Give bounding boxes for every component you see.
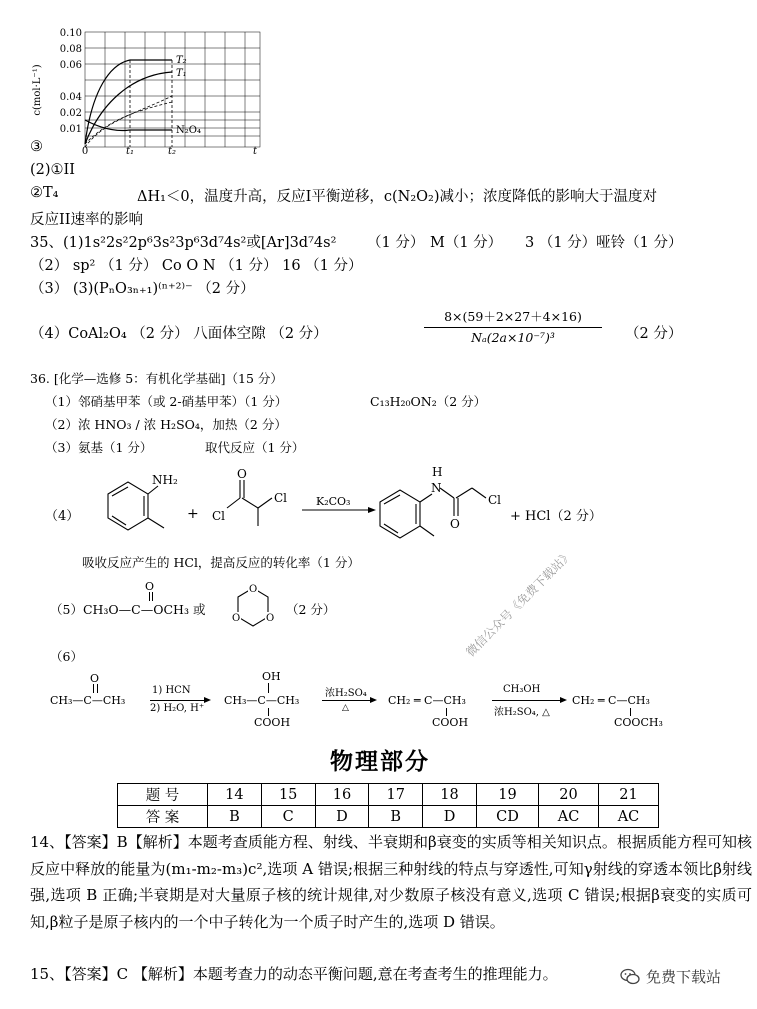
curve-N2O4: [85, 120, 172, 131]
acetone-bond: [93, 684, 98, 693]
q35-score-4: （2 分）: [625, 326, 683, 342]
q36-3b: 取代反应（1 分）: [205, 440, 305, 455]
bond: [268, 683, 269, 693]
table-cell: D: [423, 806, 477, 828]
table-cell: B: [369, 806, 423, 828]
acetone-o: O: [90, 672, 100, 685]
ytick: 0.04: [59, 92, 82, 103]
table-cell: D: [315, 806, 369, 828]
o-label: O: [450, 517, 460, 531]
item-T4: ②T₄: [30, 185, 59, 201]
table-cell: 16: [315, 784, 369, 806]
table-cell: 15: [261, 784, 315, 806]
arrow-3-bottom: 浓H₂SO₄, △: [494, 707, 550, 718]
table-cell: CD: [476, 806, 538, 828]
table-cell: 19: [476, 784, 538, 806]
xtick: t: [252, 146, 258, 155]
carbonyl-o: O: [145, 580, 155, 593]
wechat-icon: [620, 968, 640, 986]
curve-label: T₂: [176, 55, 187, 66]
bond: [446, 708, 447, 716]
reaction-4-scheme: [40, 462, 620, 552]
q36-6: （6）: [50, 649, 83, 664]
item-2-1: (2)①II: [30, 162, 75, 178]
curve-T1: [85, 72, 172, 144]
q35-score: （1 分）: [367, 235, 425, 251]
ytick: 0.01: [59, 124, 82, 135]
q35-line1: 35、(1)1s²2s²2p⁶3s²3p⁶3d⁷4s²或[Ar]3d⁷4s²: [30, 235, 337, 251]
table-cell: AC: [539, 806, 599, 828]
n-label: N: [431, 481, 442, 495]
methyl-methacrylate: CH₂ ═ C—CH₃: [572, 694, 650, 707]
ytick: 0.06: [59, 60, 82, 71]
xtick: t₁: [125, 146, 135, 155]
footer-logo-text: 免费下载站: [646, 968, 722, 986]
fraction-numerator: 8×(59＋2×27＋4×16): [424, 307, 602, 328]
cl-label: Cl: [274, 491, 288, 505]
table-row: [118, 806, 659, 828]
trioxane-ring: [228, 583, 278, 635]
xtick: 0: [81, 146, 89, 155]
table-cell: 17: [369, 784, 423, 806]
svg-text:O: O: [249, 584, 258, 595]
q35-m: M（1 分）: [430, 235, 503, 251]
density-fraction: [424, 307, 602, 345]
q35-3: 3 （1 分）哑铃（1 分）: [525, 235, 683, 251]
q36-3: （3）氨基（1 分）: [45, 440, 153, 455]
ytick: 0.10: [59, 28, 82, 39]
table-cell: 14: [208, 784, 262, 806]
table-cell: 21: [598, 784, 658, 806]
arrow-3-top: CH₃OH: [503, 684, 541, 695]
physics-title: 物理部分: [330, 749, 430, 775]
cooh-label: COOH: [254, 716, 291, 729]
arrow-2-top: 浓H₂SO₄: [325, 688, 367, 699]
bond: [268, 708, 269, 716]
table-cell: B: [208, 806, 262, 828]
q36-5: （5）CH₃O—C—OCH₃ 或: [50, 602, 206, 617]
item-T4-text-2: 反应II速率的影响: [30, 212, 143, 228]
cl-label: Cl: [488, 493, 502, 507]
carbonyl-bond: [152, 592, 153, 601]
oh-label: OH: [262, 670, 281, 683]
acetone: CH₃—C—CH₃: [50, 694, 126, 707]
table-cell: 20: [539, 784, 599, 806]
q15-explanation: 15、【答案】C 【解析】本题考查力的动态平衡问题,意在考查考生的推理能力。: [30, 965, 558, 983]
nh2-label: NH₂: [152, 473, 178, 487]
h-label: H: [432, 465, 443, 479]
o-label: O: [237, 467, 247, 481]
ytick: 0.08: [59, 44, 82, 55]
table-cell: 18: [423, 784, 477, 806]
cyanohydrin-acid: CH₃—C—CH₃: [224, 694, 300, 707]
q36-4-note: 吸收反应产生的 HCl，提高反应的转化率（1 分）: [82, 555, 360, 570]
q36-1: （1）邻硝基甲苯（或 2-硝基甲苯）（1 分）: [45, 394, 288, 409]
plus-sign: +: [187, 506, 199, 522]
item-T4-text: ΔH₁＜0，温度升高，反应I平衡逆移，c(N₂O₂)减小；浓度降低的影响大于温度对: [137, 189, 658, 205]
table-row: [118, 784, 659, 806]
curve-label: N₂O₄: [176, 125, 201, 136]
concentration-time-graph: [30, 20, 270, 155]
q36-5-score: （2 分）: [286, 602, 336, 617]
cooh-label: COOH: [432, 716, 469, 729]
svg-text:O: O: [266, 613, 275, 624]
arrow-1-top: 1) HCN: [152, 685, 191, 696]
k2co3-label: K₂CO₃: [316, 495, 351, 508]
arrow-1: [150, 700, 206, 701]
ytick: 0.02: [59, 108, 82, 119]
table-header-cell: 答 案: [118, 806, 208, 828]
graph-ylabel: c(mol·L⁻¹): [32, 64, 43, 116]
arrowhead: [560, 697, 567, 703]
table-cell: C: [261, 806, 315, 828]
curve-label: T₁: [176, 68, 187, 79]
svg-text:O: O: [232, 613, 241, 624]
cooch3-label: COOCH₃: [614, 716, 663, 729]
q14-explanation: 14、【答案】B【解析】本题考查质能方程、射线、半衰期和β衰变的实质等相关知识点。根据质能方程可知核反应中释放的能量为(m₁-m₂-m₃)c²,选项 A 错误;根据三种射线的特点与穿透性,可知γ射线的穿透本领比β射线强,选项 B 正确;半衰期是对大量原子核的统计规律,对少数原子核没有意义,选项 C 错误;根据β衰变的实质可知,β粒子是原子核内的一个中子转化为一个质子时产生的,选项 D 错误。: [30, 833, 752, 931]
arrow-2: [322, 700, 372, 701]
q35-line2: （2） sp² （1 分） Co O N （1 分） 16 （1 分）: [30, 258, 363, 274]
table-cell: AC: [598, 806, 658, 828]
arrowhead: [204, 697, 211, 703]
q35-line3: （3） (3)(PₙO₃ₙ₊₁)⁽ⁿ⁺²⁾⁻ （2 分）: [30, 281, 255, 297]
arrow-3: [492, 700, 562, 701]
q36-heading: 36. [化学—选修 5：有机化学基础]（15 分）: [30, 371, 283, 386]
arrowhead: [370, 697, 377, 703]
bond: [630, 708, 631, 716]
hcl-label: + HCl（2 分）: [510, 509, 602, 524]
xtick: t₂: [167, 146, 177, 155]
footer-logo: [620, 966, 721, 987]
fraction-denominator: Nₐ(2a×10⁻⁷)³: [471, 330, 555, 345]
methacrylic-acid: CH₂ ═ C—CH₃: [388, 694, 466, 707]
toluidine-ring: [108, 482, 164, 530]
q35-line4: （4）CoAl₂O₄ （2 分） 八面体空隙 （2 分）: [30, 326, 328, 342]
table-header-cell: 题 号: [118, 784, 208, 806]
q36-2: （2）浓 HNO₃ / 浓 H₂SO₄，加热（2 分）: [45, 417, 287, 432]
q36-4-label: （4）: [45, 509, 80, 524]
carbonyl-bond: [149, 592, 150, 601]
q36-1-formula: C₁₃H₂₀ON₂（2 分）: [370, 394, 487, 409]
arrow-1-bottom: 2) H₂O, H⁺: [150, 703, 205, 714]
product-ring: [380, 488, 486, 538]
answer-table: [117, 783, 659, 828]
cl-label: Cl: [212, 509, 226, 523]
arrow-2-bottom: △: [342, 703, 349, 713]
acyl-chloride: [227, 480, 272, 526]
watermark: 微信公众号《免费下载站》: [463, 547, 576, 660]
item-3: ③: [30, 139, 43, 155]
